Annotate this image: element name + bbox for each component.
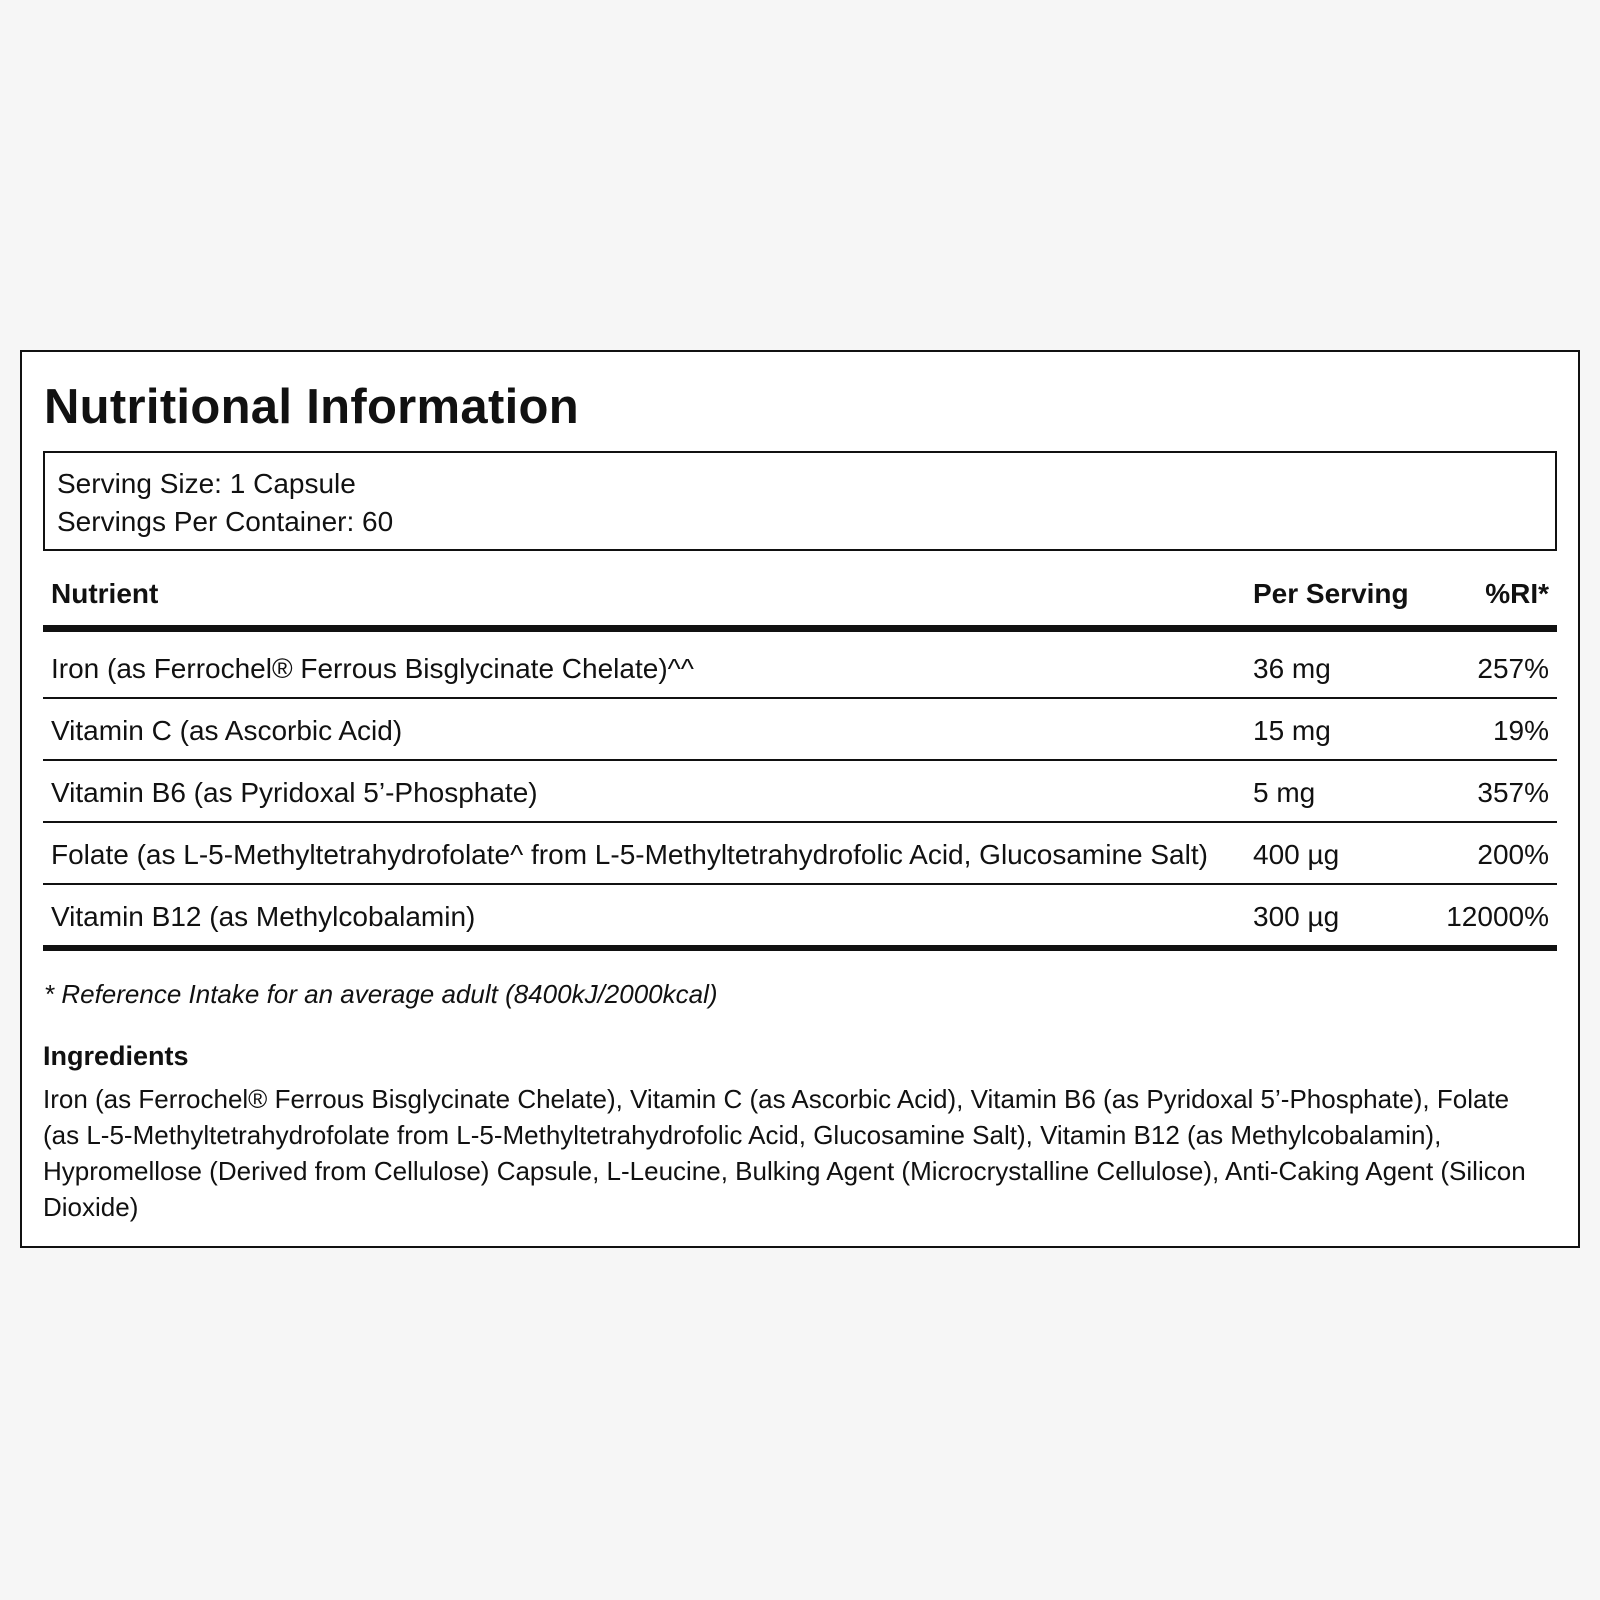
table-row [43, 760, 1557, 822]
header-ri: %RI* [1423, 571, 1557, 629]
nutrient-name: Folate (as L-5-Methyltetrahydrofolate^ from L-5-Methyltetrahydrofolic Acid, Glucosamine Salt) [43, 822, 1245, 884]
table-row [43, 698, 1557, 760]
serving-size: Serving Size: 1 Capsule [57, 468, 356, 499]
header-per-serving: Per Serving [1245, 571, 1423, 629]
nutrient-amount: 5 mg [1245, 760, 1423, 822]
table-row [43, 884, 1557, 948]
nutrient-ri: 357% [1423, 760, 1557, 822]
servings-per-container: Servings Per Container: 60 [57, 506, 394, 537]
nutrient-name: Vitamin B12 (as Methylcobalamin) [43, 884, 1245, 948]
reference-intake-footnote: * Reference Intake for an average adult (8400kJ/2000kcal) [44, 979, 718, 1009]
nutrient-ri: 200% [1423, 822, 1557, 884]
nutrient-amount: 36 mg [1245, 629, 1423, 699]
nutrition-label-panel [20, 350, 1580, 1248]
serving-info-box [43, 451, 1557, 551]
nutrient-ri: 257% [1423, 629, 1557, 699]
header-nutrient: Nutrient [43, 571, 1245, 629]
table-row [43, 822, 1557, 884]
page-title: Nutritional Information [44, 380, 579, 434]
nutrient-amount: 400 µg [1245, 822, 1423, 884]
table-row [43, 629, 1557, 699]
nutrient-ri: 12000% [1423, 884, 1557, 948]
nutrient-amount: 15 mg [1245, 698, 1423, 760]
nutrient-amount: 300 µg [1245, 884, 1423, 948]
table-header-row [43, 571, 1557, 629]
nutrient-table [43, 571, 1557, 951]
ingredients-heading: Ingredients [43, 1041, 189, 1071]
nutrient-ri: 19% [1423, 698, 1557, 760]
nutrient-name: Vitamin B6 (as Pyridoxal 5’-Phosphate) [43, 760, 1245, 822]
nutrient-name: Iron (as Ferrochel® Ferrous Bisglycinate Chelate)^^ [43, 629, 1245, 699]
nutrient-name: Vitamin C (as Ascorbic Acid) [43, 698, 1245, 760]
ingredients-list: Iron (as Ferrochel® Ferrous Bisglycinate Chelate), Vitamin C (as Ascorbic Acid), Vitamin B6 (as Pyridoxal 5’-Phosphate), Folate (as L-5-Methyltetrahydrofolate from L-5-Methyltetrahydrofolic Acid, Glucosamine Salt), Vitamin B12 (as Methylcobalamin), Hypromellose (Derived from Cellulose) Capsule, L-Leucine, Bulking Agent (Microcrystalline Cellulose), Anti-Caking Agent (Silicon Dioxide) [43, 1084, 1526, 1222]
